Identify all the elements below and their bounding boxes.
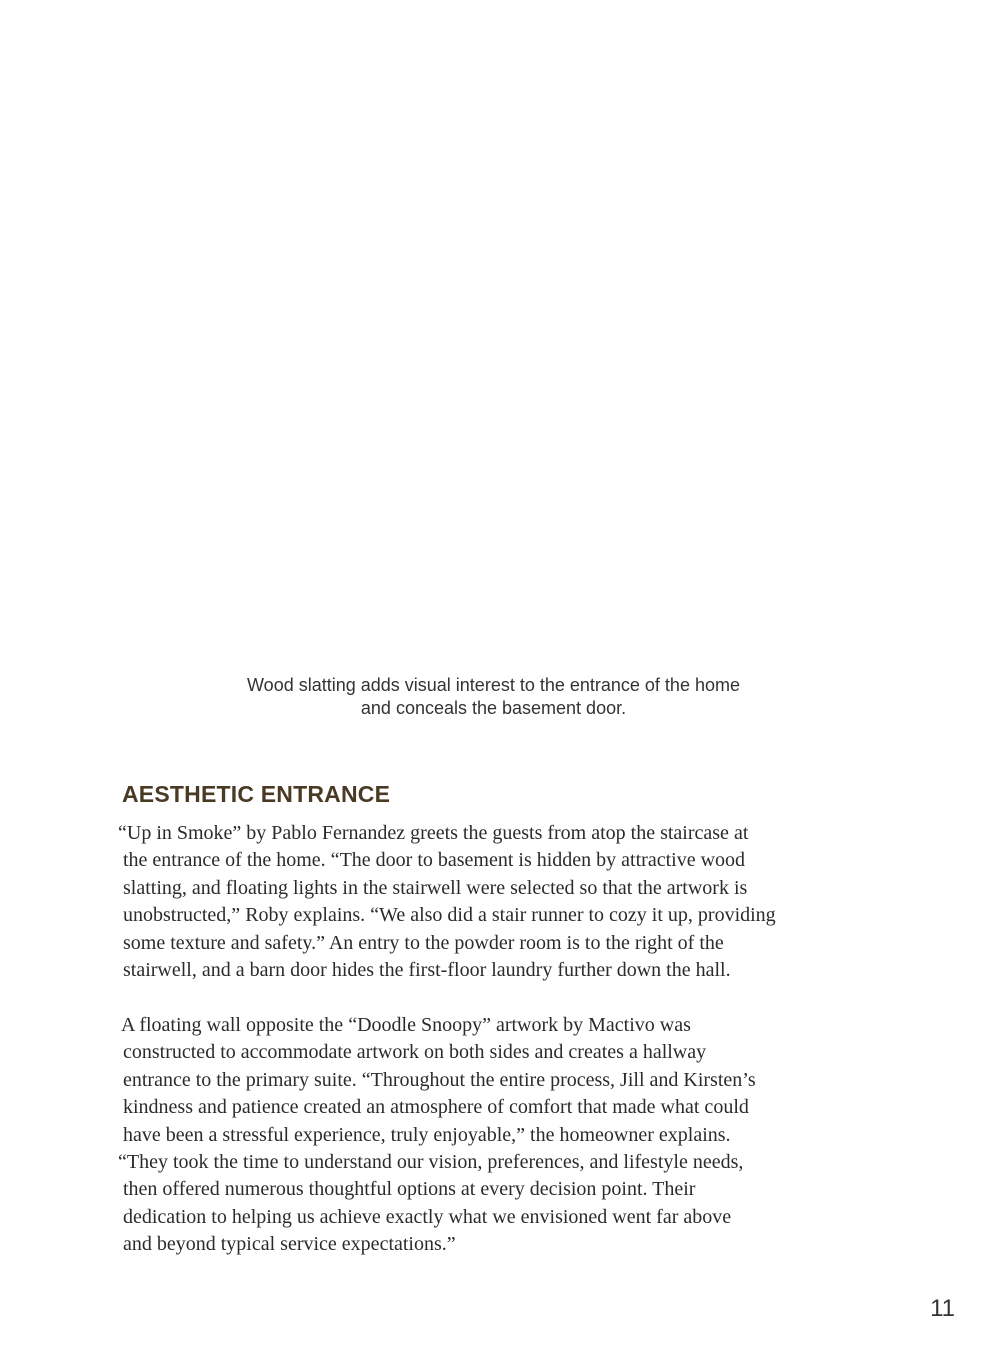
photo-caption [0,674,987,720]
body-paragraph-2 [118,1012,898,1259]
paragraph-line: entrance to the primary suite. “Throughout the entire process, Jill and Kirsten’s [123,1068,756,1091]
page-number: 11 [930,1295,955,1322]
paragraph-line: unobstructed,” Roby explains. “We also did a stair runner to cozy it up, providing [123,904,776,927]
paragraph-line: dedication to helping us achieve exactly what we envisioned went far above [123,1205,732,1228]
caption-line: Wood slatting adds visual interest to the entrance of the home [247,675,740,695]
paragraph-line: A floating wall opposite the “Doodle Snoopy” artwork by Mactivo was [121,1014,691,1036]
paragraph-line: “They took the time to understand our vision, preferences, and lifestyle needs, [118,1151,744,1174]
paragraph-line: and beyond typical service expectations.” [123,1233,456,1256]
paragraph-line: constructed to accommodate artwork on both sides and creates a hallway [123,1041,707,1064]
photo-area [0,0,997,660]
paragraph-line: kindness and patience created an atmosphere of comfort that made what could [123,1096,749,1119]
paragraph-line: some texture and safety.” An entry to the powder room is to the right of the [123,931,724,954]
paragraph-line: stairwell, and a barn door hides the first-floor laundry further down the hall. [123,959,731,982]
paragraph-line: then offered numerous thoughtful options at every decision point. Their [123,1178,696,1201]
paragraph-line: slatting, and floating lights in the stairwell were selected so that the artwork is [123,876,748,899]
section-heading: AESTHETIC ENTRANCE [122,781,391,807]
paragraph-line: “Up in Smoke” by Pablo Fernandez greets the guests from atop the staircase at [118,822,749,844]
caption-line: and conceals the basement door. [360,698,627,718]
paragraph-line: the entrance of the home. “The door to basement is hidden by attractive wood [123,849,746,872]
body-paragraph-1 [118,820,898,984]
paragraph-line: have been a stressful experience, truly enjoyable,” the homeowner explains. [123,1123,731,1146]
